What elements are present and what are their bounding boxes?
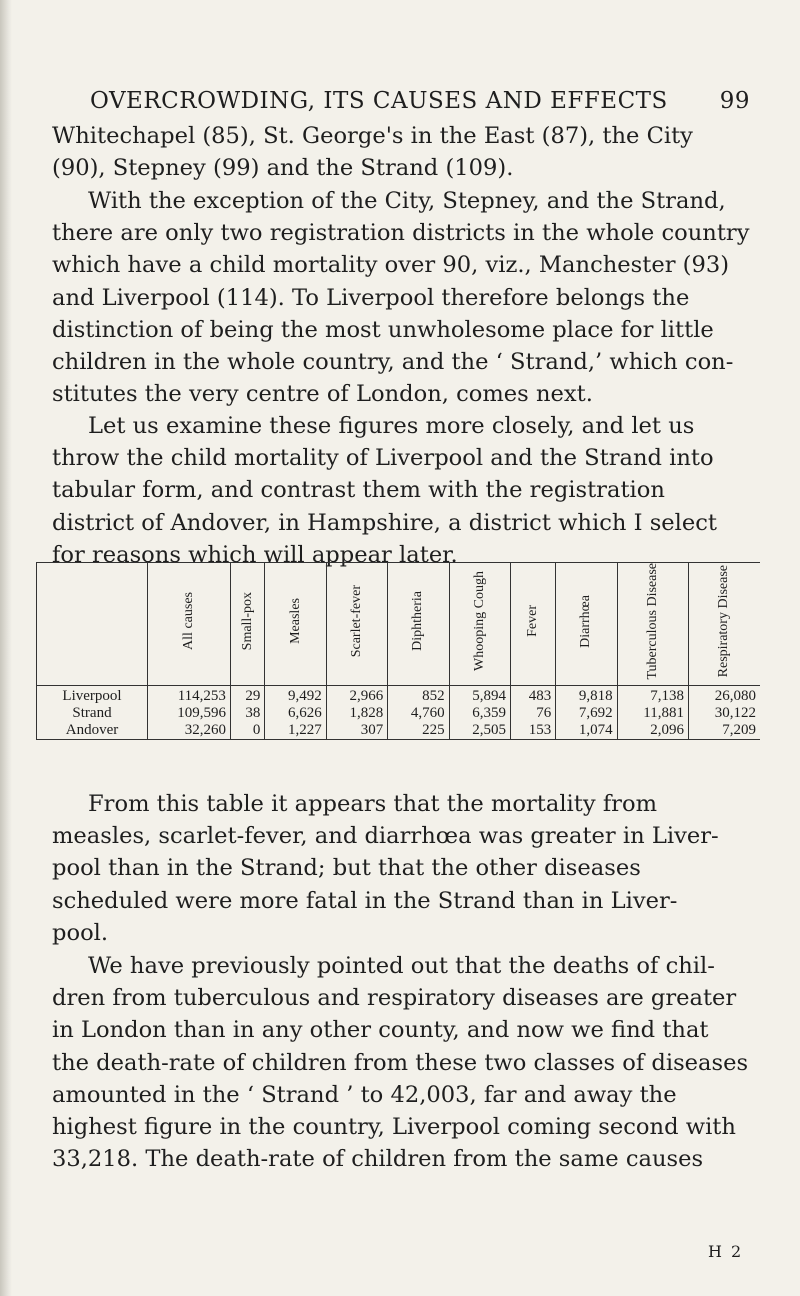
text-line: distinction of being the most unwholesome place for little: [52, 316, 714, 343]
table-cell: 5,894 6,359 2,505: [449, 685, 510, 739]
text-line: for reasons which will appear later.: [52, 541, 458, 568]
column-header: Measles: [265, 563, 326, 686]
column-header: Scarlet-fever: [326, 563, 387, 686]
table-row: [37, 685, 761, 739]
signature-mark: H 2: [708, 1242, 744, 1261]
table-header-row: [37, 563, 761, 686]
table-cell: 9,818 7,692 1,074: [556, 685, 617, 739]
column-header: Tuberculous Disease: [617, 563, 688, 686]
text-line: throw the child mortality of Liverpool and the Strand into: [52, 445, 714, 472]
text-line: pool.: [52, 919, 109, 946]
column-header: Fever: [510, 563, 555, 686]
text-line: With the exception of the City, Stepney, and the Strand,: [88, 188, 726, 214]
text-line: in London than in any other county, and now we find that: [52, 1017, 709, 1044]
text-line: district of Andover, in Hampshire, a district which I select: [52, 509, 717, 536]
text-line: amounted in the ‘ Strand ’ to 42,003, far and away the: [52, 1081, 677, 1108]
text-line: highest figure in the country, Liverpool coming second with: [52, 1113, 736, 1140]
page-binding-edge: [0, 0, 12, 1296]
place-name: Strand: [72, 704, 112, 721]
running-title: OVERCROWDING, ITS CAUSES AND EFFECTS: [90, 88, 668, 114]
paragraph-3: [52, 410, 752, 571]
mortality-table: [36, 562, 760, 740]
text-line: (90), Stepney (99) and the Strand (109).: [52, 155, 514, 182]
text-line: tabular form, and contrast them with the registration: [52, 477, 665, 504]
paragraph-1: [52, 120, 752, 184]
text-line: From this table it appears that the mortality from: [88, 791, 658, 817]
text-line: which have a child mortality over 90, viz., Manchester (93): [52, 252, 730, 279]
table-cell: 114,253 109,596 32,260: [148, 685, 231, 739]
table-cell: 483 76 153: [510, 685, 555, 739]
text-line: dren from tuberculous and respiratory diseases are greater: [52, 985, 737, 1012]
text-line: measles, scarlet-fever, and diarrhœa was greater in Liver-: [52, 823, 719, 850]
text-line: pool than in the Strand; but that the other diseases: [52, 855, 641, 882]
table-cell: [37, 685, 148, 739]
text-line: and Liverpool (114). To Liverpool therefore belongs the: [52, 284, 690, 311]
page-number: 99: [719, 88, 750, 114]
column-header: Diphtheria: [388, 563, 449, 686]
text-line: there are only two registration districts in the whole country: [52, 220, 750, 247]
table-cell: 9,492 6,626 1,227: [265, 685, 326, 739]
table-corner-cell: [37, 563, 148, 686]
column-header: Diarrhœa: [556, 563, 617, 686]
paragraph-4: [52, 788, 752, 949]
column-header: All causes: [148, 563, 231, 686]
text-line: scheduled were more fatal in the Strand than in Liver-: [52, 887, 678, 914]
place-name: Liverpool: [62, 687, 122, 704]
paragraph-5: [52, 950, 752, 1175]
text-line: Let us examine these figures more closely, and let us: [88, 413, 695, 439]
paragraph-2: [52, 185, 752, 410]
table-cell: 2,966 1,828 307: [326, 685, 387, 739]
text-line: We have previously pointed out that the deaths of chil-: [88, 953, 715, 979]
table-cell: 26,080 30,122 7,209: [688, 685, 760, 739]
table-cell: 7,138 11,881 2,096: [617, 685, 688, 739]
text-line: Whitechapel (85), St. George's in the East (87), the City: [52, 123, 693, 149]
column-header: Small-pox: [230, 563, 264, 686]
text-line: 33,218. The death-rate of children from the same causes: [52, 1146, 704, 1173]
table-cell: 852 4,760 225: [388, 685, 449, 739]
text-line: children in the whole country, and the ‘ Strand,’ which con-: [52, 348, 734, 375]
text-line: the death-rate of children from these two classes of diseases: [52, 1049, 749, 1076]
column-header: Respiratory Disease: [688, 563, 760, 686]
text-line: stitutes the very centre of London, comes next.: [52, 381, 593, 408]
table-cell: 29 38 0: [230, 685, 264, 739]
place-name: Andover: [65, 721, 119, 738]
column-header: Whooping Cough: [449, 563, 510, 686]
